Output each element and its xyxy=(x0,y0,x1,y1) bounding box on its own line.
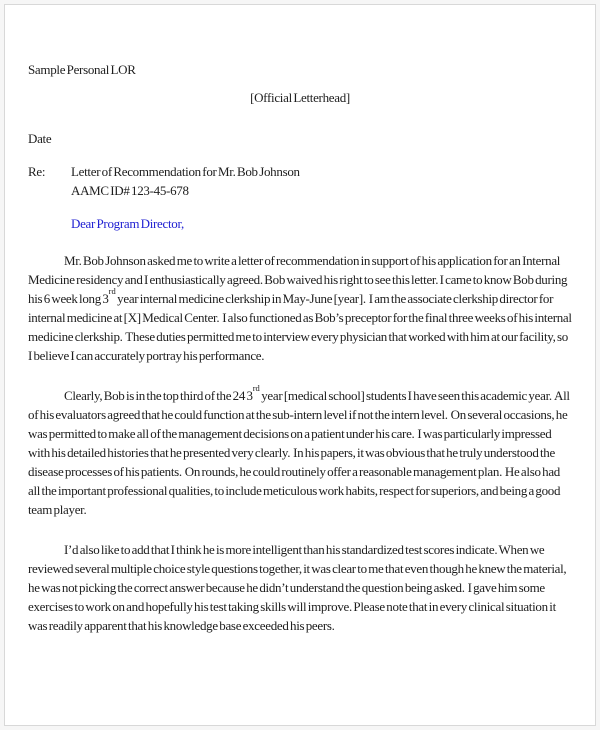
letterhead-placeholder: [Official Letterhead] xyxy=(250,90,350,105)
re-content xyxy=(71,162,572,200)
document-title: Sample Personal LOR xyxy=(28,62,136,77)
letter-page xyxy=(4,4,596,726)
re-subject-line: Letter of Recommendation for Mr. Bob Johnson xyxy=(71,164,300,179)
body-paragraph-3: I’d also like to add that I think he is more intelligent than his standardized test scores indicate. When we reviewed several multiple choice style questions together, it was clear to me that even though he knew the material, he was not picking the correct answer because he didn’t understand the question being asked. I gave him some exercises to work on and hopefully his test taking skills will improve. Please note that in every clinical situation it was readily apparent that his knowledge base exceeded his peers. xyxy=(28,542,568,633)
re-block xyxy=(28,162,572,200)
re-aamc-id-line: AAMC ID# 123-45-678 xyxy=(71,183,189,198)
salutation: Dear Program Director, xyxy=(71,216,184,231)
date-placeholder: Date xyxy=(28,131,52,146)
body-paragraph-2: Clearly, Bob is in the top third of the 24 3rd year [medical school] students I have seen this academic year. All of his evaluators agreed that he could function at the sub-intern level if not the intern level. On several occasions, he was permitted to make all of the management decisions on a patient under his care. I was particularly impressed with his detailed histories that he presented very clearly. In his papers, it was obvious that he truly understood the disease processes of his patients. On rounds, he could routinely offer a reasonable management plan. He also had all the important professional qualities, to include meticulous work habits, respect for superiors, and being a good team player. xyxy=(28,382,572,517)
body-paragraph-1: Mr. Bob Johnson asked me to write a letter of recommendation in support of his application for an Internal Medicine residency and I enthusiastically agreed. Bob waived his right to see this letter. I came to know Bob during his 6 week long 3rd year internal medicine clerkship in May-June [year]. I am the associate clerkship director for internal medicine at [X] Medical Center. I also functioned as Bob’s preceptor for the final three weeks of his internal medicine clerkship. These duties permitted me to interview every physician that worked with him at our facility, so I believe I can accurately portray his performance. xyxy=(28,253,574,363)
re-label: Re: xyxy=(28,164,46,179)
